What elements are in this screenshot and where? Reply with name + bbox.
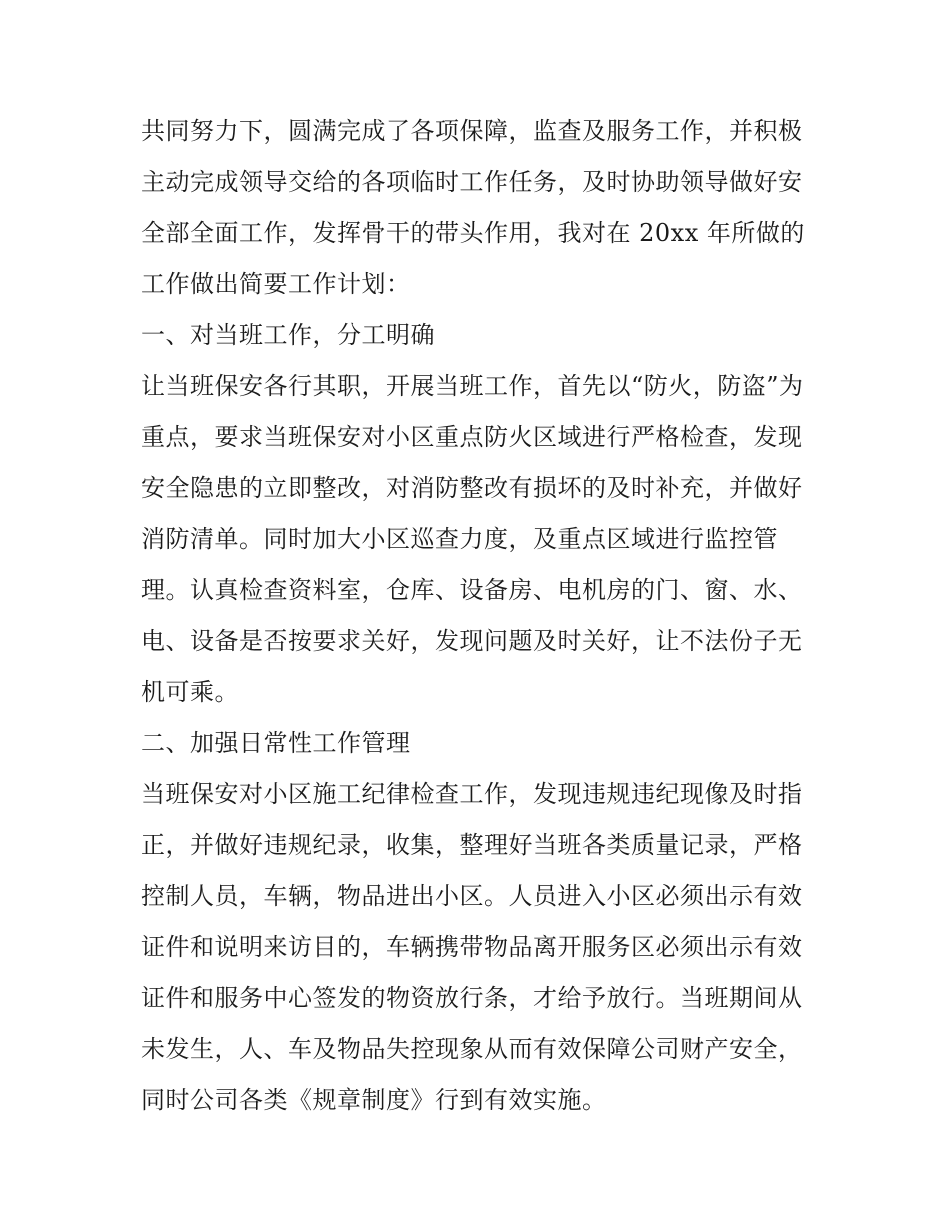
paragraph-line: 重点，要求当班保安对小区重点防火区域进行严格检查，发现 — [141, 423, 803, 451]
paragraph-line: 未发生，人、车及物品失控现象从而有效保障公司财产安全， — [141, 1035, 803, 1063]
section-heading-1: 一、对当班工作，分工明确 — [141, 321, 435, 349]
paragraph-line: 安全隐患的立即整改，对消防整改有损坏的及时补充，并做好 — [141, 474, 803, 502]
paragraph-line: 电、设备是否按要求关好，发现问题及时关好，让不法份子无 — [141, 627, 803, 655]
paragraph-line: 同时公司各类《规章制度》行到有效实施。 — [141, 1086, 607, 1114]
paragraph-line: 全部全面工作，发挥骨干的带头作用，我对在 20xx 年所做的 — [141, 219, 805, 247]
paragraph-line: 控制人员，车辆，物品进出小区。人员进入小区必须出示有效 — [141, 882, 803, 910]
paragraph-line: 理。认真检查资料室，仓库、设备房、电机房的门、窗、水、 — [141, 576, 803, 604]
paragraph-line: 证件和服务中心签发的物资放行条，才给予放行。当班期间从 — [141, 984, 803, 1012]
paragraph-line: 让当班保安各行其职，开展当班工作，首先以“防火，防盗”为 — [141, 372, 804, 400]
paragraph-line: 主动完成领导交给的各项临时工作任务，及时协助领导做好安 — [141, 168, 803, 196]
paragraph-line: 机可乘。 — [141, 678, 239, 706]
section-heading-2: 二、加强日常性工作管理 — [141, 729, 411, 757]
paragraph-line: 正，并做好违规纪录，收集，整理好当班各类质量记录，严格 — [141, 831, 803, 859]
paragraph-line: 共同努力下，圆满完成了各项保障，监查及服务工作，并积极 — [141, 117, 803, 145]
paragraph-line: 当班保安对小区施工纪律检查工作，发现违规违纪现像及时指 — [141, 780, 803, 808]
document-body — [141, 106, 821, 1126]
paragraph-line: 证件和说明来访目的，车辆携带物品离开服务区必须出示有效 — [141, 933, 803, 961]
paragraph-line: 工作做出简要工作计划： — [141, 270, 411, 298]
paragraph-line: 消防清单。同时加大小区巡查力度，及重点区域进行监控管 — [141, 525, 778, 553]
